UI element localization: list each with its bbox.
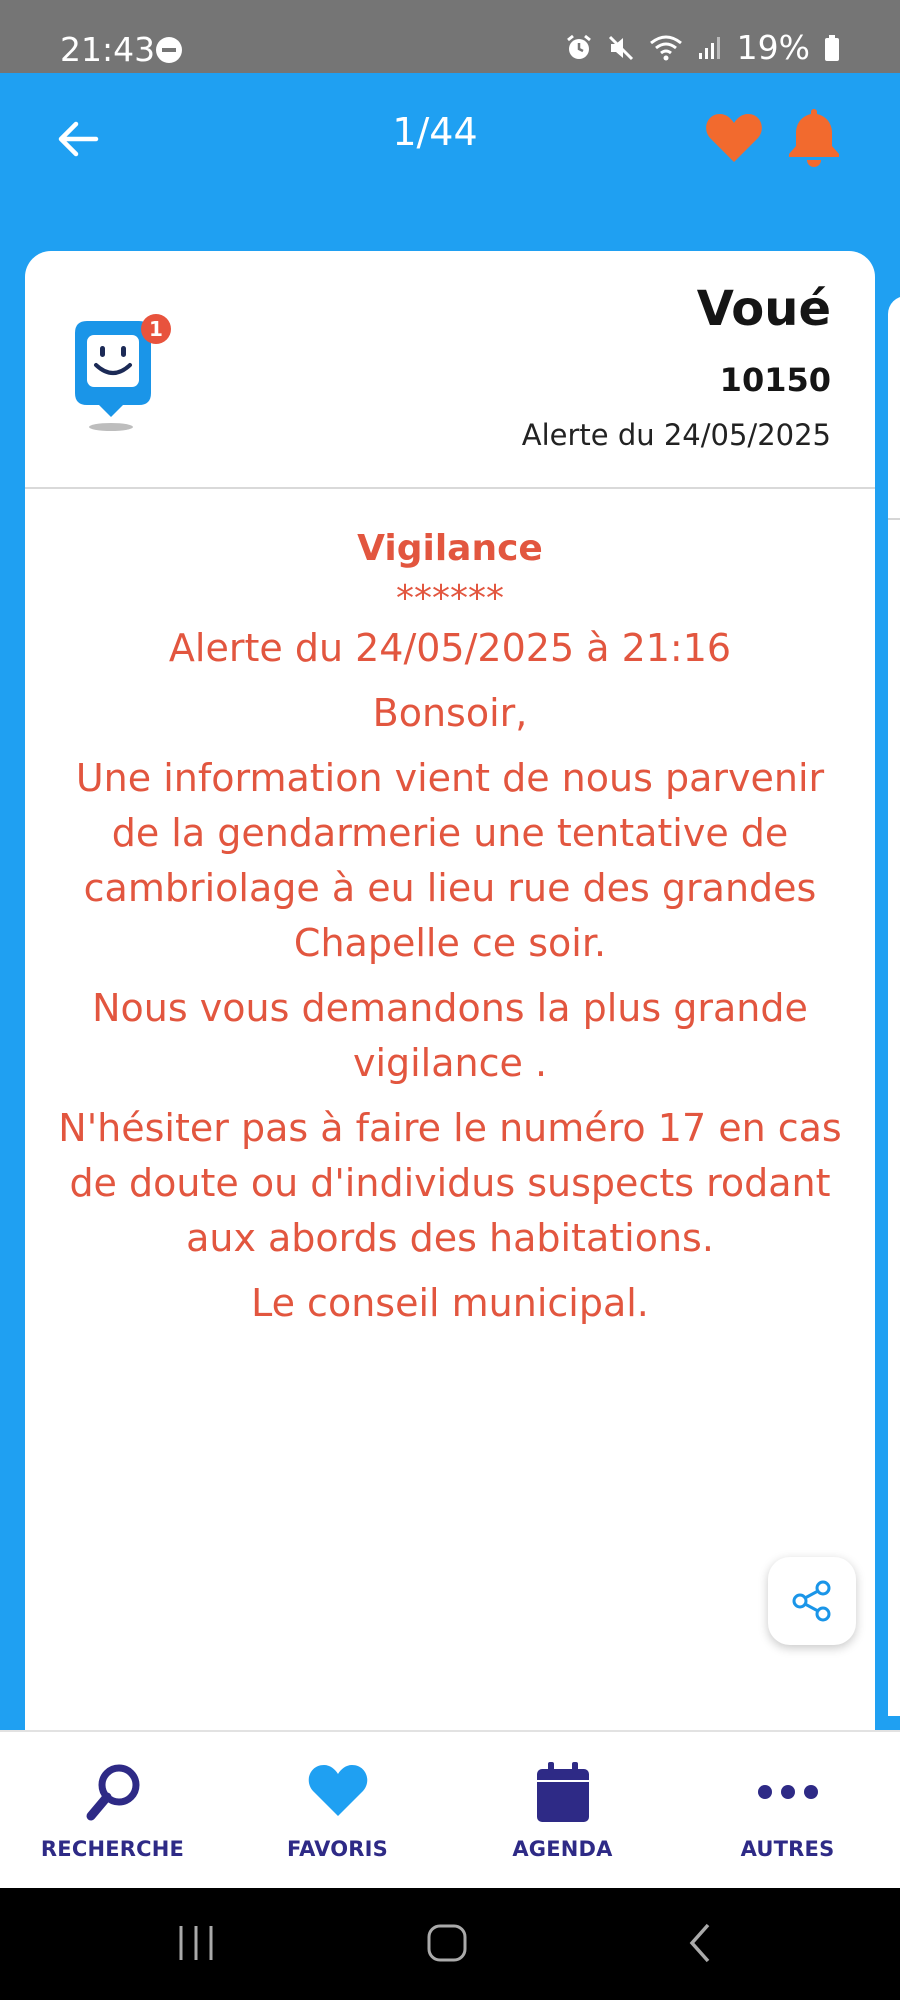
- alert-timestamp: Alerte du 24/05/2025 à 21:16: [168, 626, 732, 670]
- status-icons: [565, 28, 840, 67]
- system-navigation-bar: [0, 1888, 900, 2000]
- nav-label: FAVORIS: [286, 1837, 388, 1861]
- alert-message: [25, 521, 875, 1341]
- alert-card-header: [25, 251, 875, 489]
- alert-card: [25, 251, 875, 1731]
- bottom-navigation: [0, 1730, 900, 1888]
- status-time: 21:43: [60, 30, 156, 69]
- heart-icon: [704, 110, 764, 166]
- battery-icon: [824, 34, 840, 62]
- alert-paragraph: N'hésiter pas à faire le numéro 17 en cas de doute ou d'individus suspects rodant aux abords des habitations.: [58, 1106, 842, 1260]
- alert-date: Alerte du 24/05/2025: [521, 418, 831, 452]
- bell-icon: [786, 106, 842, 168]
- share-button[interactable]: [743, 1532, 857, 1646]
- more-icon: [756, 1760, 820, 1824]
- nav-label: AUTRES: [740, 1837, 835, 1861]
- nav-label: AGENDA: [512, 1837, 613, 1861]
- mute-icon: [607, 34, 635, 62]
- alert-signature: Le conseil municipal.: [251, 1281, 649, 1325]
- favorite-button[interactable]: [704, 110, 764, 166]
- top-app-bar: [0, 73, 900, 223]
- nav-agenda[interactable]: [450, 1732, 675, 1890]
- home-button[interactable]: [426, 1920, 468, 1970]
- city-name: Voué: [696, 281, 831, 337]
- nav-favoris[interactable]: [225, 1732, 450, 1890]
- back-button[interactable]: [52, 113, 104, 165]
- recent-apps-button[interactable]: [176, 1920, 216, 1970]
- next-card-peek[interactable]: [888, 296, 900, 1716]
- heart-icon: [306, 1760, 370, 1820]
- system-back-button[interactable]: [684, 1920, 716, 1970]
- chevron-left-icon: [684, 1920, 716, 1966]
- signal-icon: [697, 35, 723, 61]
- arrow-left-icon: [52, 113, 104, 165]
- search-icon: [81, 1760, 145, 1824]
- notification-badge: 1: [149, 317, 163, 341]
- alert-paragraph: Nous vous demandons la plus grande vigilance .: [92, 986, 808, 1085]
- alert-title: Vigilance: [357, 528, 543, 569]
- alert-separator: ******: [396, 578, 504, 619]
- nav-label: RECHERCHE: [40, 1837, 185, 1861]
- home-icon: [426, 1920, 468, 1966]
- alert-paragraph: Une information vient de nous parvenir de la gendarmerie une tentative de cambriolage à eu lieu rue des grandes Chapelle ce soir.: [75, 756, 825, 965]
- app-logo: [67, 313, 177, 433]
- do-not-disturb-icon: [156, 37, 182, 63]
- battery-percentage: 19%: [736, 28, 810, 67]
- nav-recherche[interactable]: [0, 1732, 225, 1890]
- nav-autres[interactable]: [675, 1732, 900, 1890]
- wifi-icon: [649, 34, 683, 62]
- recent-apps-icon: [176, 1920, 216, 1966]
- status-bar: [0, 0, 900, 73]
- alarm-icon: [565, 34, 593, 62]
- alert-greeting: Bonsoir,: [372, 691, 528, 735]
- page-counter: 1/44: [392, 110, 478, 154]
- calendar-icon: [535, 1760, 591, 1824]
- share-icon: [790, 1579, 834, 1623]
- postal-code: 10150: [719, 361, 831, 399]
- notifications-button[interactable]: [786, 106, 842, 168]
